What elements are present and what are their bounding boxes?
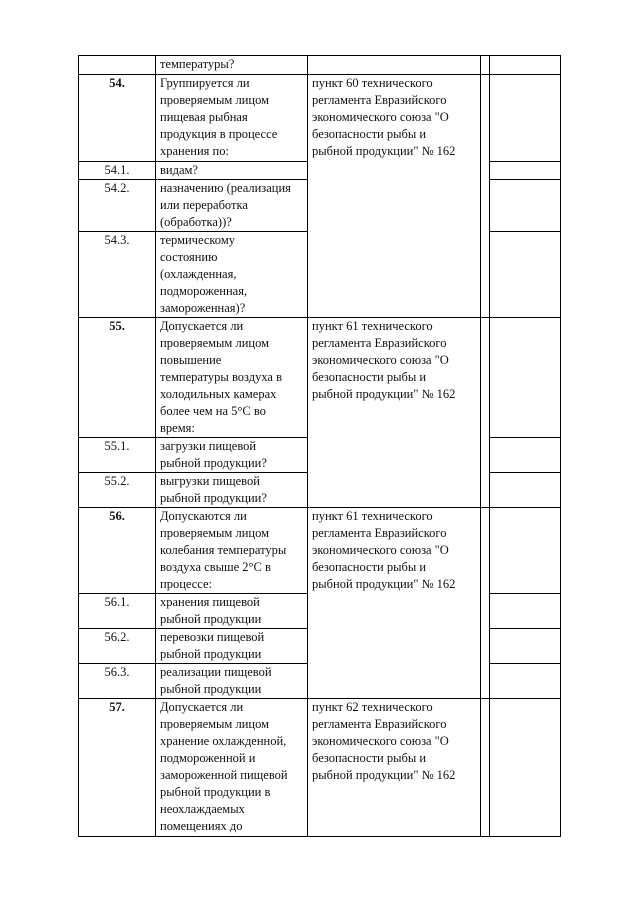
reference-text: пункт 60 технического регламента Евразийского экономического союза "О безопасности рыбы и рыбной продукции" № 162 <box>308 75 481 318</box>
item-number: 56.2. <box>79 629 156 664</box>
answer-cell[interactable] <box>490 629 561 664</box>
question-text: хранения пищевой рыбной продукции <box>156 594 308 629</box>
column-gap <box>481 75 490 318</box>
item-number: 54.1. <box>79 162 156 180</box>
answer-cell[interactable] <box>490 318 561 438</box>
answer-cell[interactable] <box>490 699 561 837</box>
item-number: 54.3. <box>79 232 156 318</box>
answer-cell[interactable] <box>490 232 561 318</box>
item-number: 56.1. <box>79 594 156 629</box>
table-row <box>79 56 561 75</box>
item-number <box>79 56 156 75</box>
item-number: 55.2. <box>79 473 156 508</box>
column-gap <box>481 318 490 508</box>
table-row <box>79 318 561 438</box>
answer-cell[interactable] <box>490 508 561 594</box>
answer-cell[interactable] <box>490 180 561 232</box>
table-row <box>79 508 561 594</box>
item-number: 54. <box>79 75 156 162</box>
answer-cell[interactable] <box>490 75 561 162</box>
checklist-table <box>78 55 561 837</box>
reference-text: пункт 61 технического регламента Евразийского экономического союза "О безопасности рыбы и рыбной продукции" № 162 <box>308 318 481 508</box>
answer-cell[interactable] <box>490 473 561 508</box>
answer-cell[interactable] <box>490 162 561 180</box>
column-gap <box>481 699 490 837</box>
table-row <box>79 699 561 837</box>
item-number: 56.3. <box>79 664 156 699</box>
item-number: 55.1. <box>79 438 156 473</box>
item-number: 55. <box>79 318 156 438</box>
reference-text: пункт 62 технического регламента Евразийского экономического союза "О безопасности рыбы и рыбной продукции" № 162 <box>308 699 481 837</box>
question-text: назначению (реализация или переработка (обработка))? <box>156 180 308 232</box>
reference-text: пункт 61 технического регламента Евразийского экономического союза "О безопасности рыбы и рыбной продукции" № 162 <box>308 508 481 699</box>
item-number: 54.2. <box>79 180 156 232</box>
question-text: термическому состоянию (охлажденная, подмороженная, замороженная)? <box>156 232 308 318</box>
item-number: 56. <box>79 508 156 594</box>
answer-cell[interactable] <box>490 594 561 629</box>
question-text: перевозки пищевой рыбной продукции <box>156 629 308 664</box>
question-text: реализации пищевой рыбной продукции <box>156 664 308 699</box>
question-text: Допускается ли проверяемым лицом хранение охлажденной, подмороженной и замороженной пищевой рыбной продукции в неохлаждаемых помещениях до <box>156 699 308 837</box>
item-number: 57. <box>79 699 156 837</box>
answer-cell[interactable] <box>490 56 561 75</box>
reference-text <box>308 56 481 75</box>
table-row <box>79 75 561 162</box>
answer-cell[interactable] <box>490 664 561 699</box>
question-text: видам? <box>156 162 308 180</box>
answer-cell[interactable] <box>490 438 561 473</box>
column-gap <box>481 56 490 75</box>
question-text: Группируется ли проверяемым лицом пищевая рыбная продукция в процессе хранения по: <box>156 75 308 162</box>
question-text: температуры? <box>156 56 308 75</box>
question-text: Допускаются ли проверяемым лицом колебания температуры воздуха свыше 2°С в процессе: <box>156 508 308 594</box>
question-text: загрузки пищевой рыбной продукции? <box>156 438 308 473</box>
question-text: Допускается ли проверяемым лицом повышение температуры воздуха в холодильных камерах более чем на 5°С во время: <box>156 318 308 438</box>
question-text: выгрузки пищевой рыбной продукции? <box>156 473 308 508</box>
column-gap <box>481 508 490 699</box>
